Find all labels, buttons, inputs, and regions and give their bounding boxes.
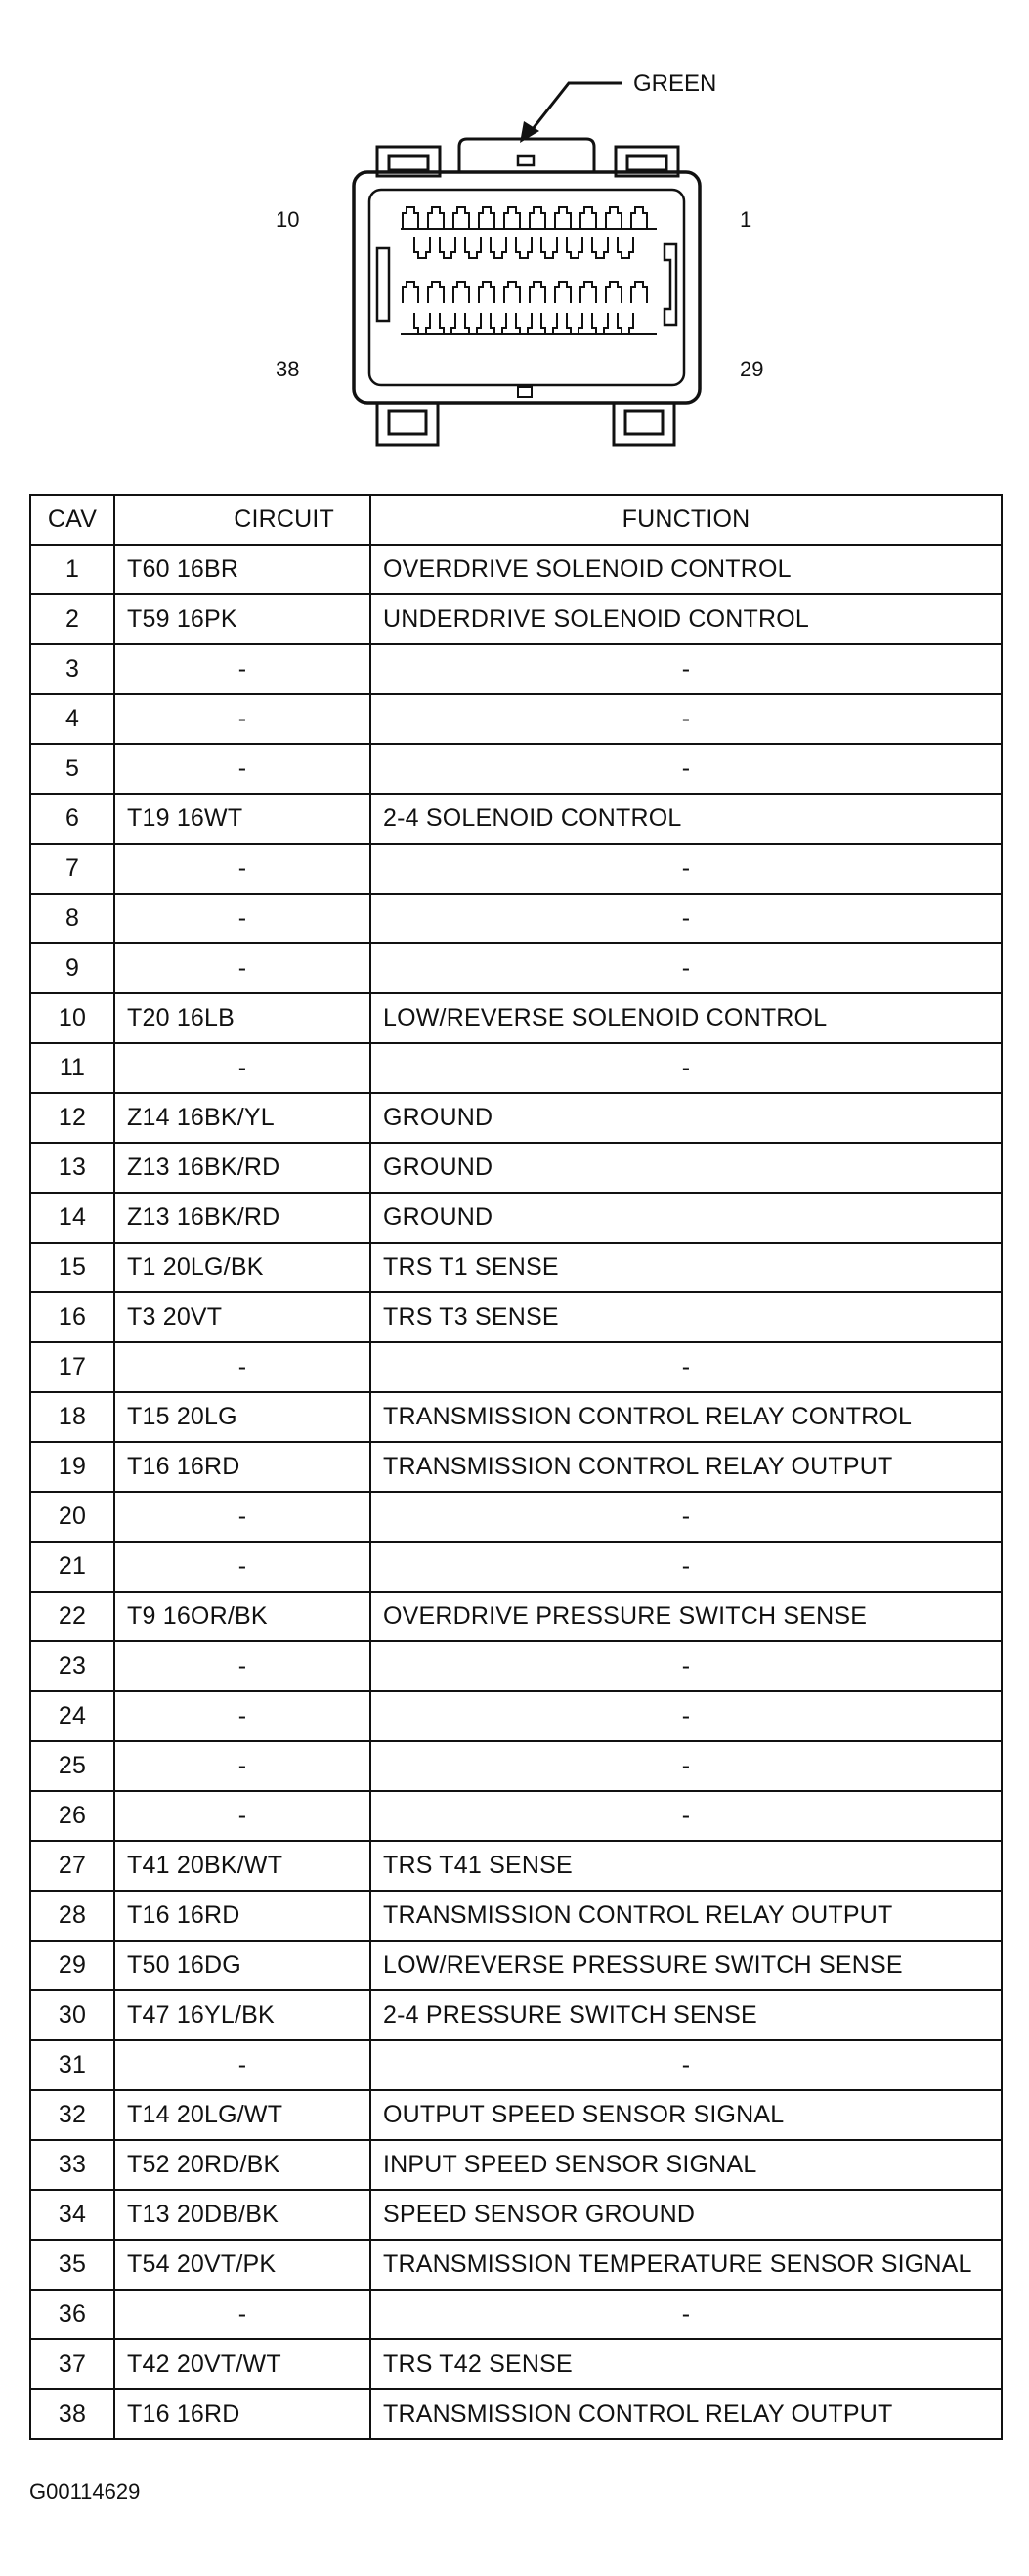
cavity: [516, 313, 532, 334]
table-row: [30, 1691, 1002, 1741]
circuit-cell: Z13 16BK/RD: [114, 1193, 370, 1243]
table-row: [30, 2190, 1002, 2240]
side-key-right: [665, 244, 676, 325]
function-cell: -: [370, 1492, 1002, 1542]
cavity: [491, 313, 506, 334]
cavity: [530, 207, 545, 229]
cav-cell: 22: [30, 1592, 114, 1641]
cavity: [428, 207, 444, 229]
circuit-cell: -: [114, 644, 370, 694]
cav-cell: 27: [30, 1841, 114, 1891]
circuit-cell: T60 16BR: [114, 545, 370, 594]
table-row: [30, 1392, 1002, 1442]
function-cell: TRS T41 SENSE: [370, 1841, 1002, 1891]
function-cell: -: [370, 1641, 1002, 1691]
circuit-cell: T20 16LB: [114, 993, 370, 1043]
table-row: [30, 1243, 1002, 1292]
cav-cell: 20: [30, 1492, 114, 1542]
table-row: [30, 1043, 1002, 1093]
cavity: [541, 313, 557, 334]
table-row: [30, 2240, 1002, 2290]
cav-cell: 13: [30, 1143, 114, 1193]
circuit-cell: -: [114, 1641, 370, 1691]
table-row: [30, 1143, 1002, 1193]
cavity: [403, 207, 418, 229]
function-cell: -: [370, 1542, 1002, 1592]
function-cell: -: [370, 744, 1002, 794]
table-row: [30, 1342, 1002, 1392]
cavity: [479, 282, 494, 303]
function-cell: LOW/REVERSE SOLENOID CONTROL: [370, 993, 1002, 1043]
cav-cell: 21: [30, 1542, 114, 1592]
function-cell: -: [370, 644, 1002, 694]
cavity: [567, 237, 582, 258]
cavity: [606, 282, 622, 303]
function-cell: GROUND: [370, 1193, 1002, 1243]
cav-cell: 25: [30, 1741, 114, 1791]
cavity: [631, 282, 647, 303]
cav-cell: 3: [30, 644, 114, 694]
cav-cell: 9: [30, 943, 114, 993]
cav-cell: 12: [30, 1093, 114, 1143]
function-cell: -: [370, 1791, 1002, 1841]
cavity: [465, 237, 481, 258]
cavity: [555, 207, 571, 229]
function-cell: INPUT SPEED SENSOR SIGNAL: [370, 2140, 1002, 2190]
function-cell: -: [370, 1691, 1002, 1741]
cav-cell: 2: [30, 594, 114, 644]
circuit-cell: -: [114, 1791, 370, 1841]
circuit-cell: T16 16RD: [114, 1891, 370, 1941]
table-row: [30, 694, 1002, 744]
header-cav: CAV: [30, 495, 114, 545]
circuit-cell: -: [114, 844, 370, 894]
function-cell: GROUND: [370, 1093, 1002, 1143]
cav-cell: 7: [30, 844, 114, 894]
function-cell: OVERDRIVE SOLENOID CONTROL: [370, 545, 1002, 594]
cavity: [479, 207, 494, 229]
cavity: [530, 282, 545, 303]
cav-cell: 32: [30, 2090, 114, 2140]
cavity: [453, 282, 469, 303]
cav-cell: 34: [30, 2190, 114, 2240]
circuit-cell: -: [114, 894, 370, 943]
latch-lower-left: [377, 403, 438, 445]
cav-cell: 18: [30, 1392, 114, 1442]
circuit-cell: T14 20LG/WT: [114, 2090, 370, 2140]
cav-cell: 5: [30, 744, 114, 794]
circuit-cell: -: [114, 744, 370, 794]
circuit-cell: T9 16OR/BK: [114, 1592, 370, 1641]
cavity: [541, 237, 557, 258]
cavity: [453, 207, 469, 229]
table-row: [30, 993, 1002, 1043]
function-cell: TRANSMISSION CONTROL RELAY OUTPUT: [370, 2389, 1002, 2439]
table-row: [30, 1193, 1002, 1243]
cavity: [504, 207, 520, 229]
pin-label-29: 29: [740, 357, 764, 381]
cav-cell: 33: [30, 2140, 114, 2190]
table-row: [30, 2339, 1002, 2389]
cav-cell: 1: [30, 545, 114, 594]
circuit-cell: Z14 16BK/YL: [114, 1093, 370, 1143]
table-row: [30, 1542, 1002, 1592]
table-row: [30, 1841, 1002, 1891]
cavity: [491, 237, 506, 258]
cavity: [618, 237, 633, 258]
table-row: [30, 2140, 1002, 2190]
function-cell: -: [370, 1741, 1002, 1791]
table-row: [30, 943, 1002, 993]
circuit-cell: Z13 16BK/RD: [114, 1143, 370, 1193]
callout-leader: [533, 83, 622, 129]
circuit-cell: T50 16DG: [114, 1941, 370, 1990]
table-row: [30, 894, 1002, 943]
function-cell: UNDERDRIVE SOLENOID CONTROL: [370, 594, 1002, 644]
cav-cell: 31: [30, 2040, 114, 2090]
header-circuit: CIRCUIT: [114, 495, 370, 545]
function-cell: -: [370, 2290, 1002, 2339]
circuit-cell: T52 20RD/BK: [114, 2140, 370, 2190]
circuit-cell: -: [114, 1043, 370, 1093]
cavity: [504, 282, 520, 303]
cavity: [631, 207, 647, 229]
pin-label-1: 1: [740, 207, 752, 232]
cav-cell: 14: [30, 1193, 114, 1243]
cavity: [403, 282, 418, 303]
table-row: [30, 545, 1002, 594]
circuit-cell: -: [114, 1741, 370, 1791]
cavity: [567, 313, 582, 334]
cavity: [592, 313, 608, 334]
table-row: [30, 1941, 1002, 1990]
cavity: [555, 282, 571, 303]
terminal-cavities: [401, 207, 657, 334]
connector-color-label: GREEN: [633, 70, 717, 97]
circuit-cell: T42 20VT/WT: [114, 2339, 370, 2389]
cav-cell: 4: [30, 694, 114, 744]
table-row: [30, 2090, 1002, 2140]
cav-cell: 35: [30, 2240, 114, 2290]
cavity: [580, 207, 596, 229]
pin-label-10: 10: [276, 207, 300, 232]
function-cell: LOW/REVERSE PRESSURE SWITCH SENSE: [370, 1941, 1002, 1990]
function-cell: -: [370, 943, 1002, 993]
cav-cell: 24: [30, 1691, 114, 1741]
cavity: [465, 313, 481, 334]
cavity: [618, 313, 633, 334]
function-cell: -: [370, 694, 1002, 744]
table-row: [30, 1592, 1002, 1641]
circuit-cell: T41 20BK/WT: [114, 1841, 370, 1891]
table-row: [30, 1292, 1002, 1342]
cav-cell: 10: [30, 993, 114, 1043]
circuit-cell: T15 20LG: [114, 1392, 370, 1442]
pin-label-38: 38: [276, 357, 300, 381]
function-cell: OUTPUT SPEED SENSOR SIGNAL: [370, 2090, 1002, 2140]
figure-id: G00114629: [29, 2479, 141, 2504]
table-header-row: [30, 495, 1002, 545]
cav-cell: 11: [30, 1043, 114, 1093]
cav-cell: 15: [30, 1243, 114, 1292]
cavity: [414, 313, 430, 334]
table-row: [30, 594, 1002, 644]
function-cell: TRS T3 SENSE: [370, 1292, 1002, 1342]
cav-cell: 38: [30, 2389, 114, 2439]
circuit-cell: T19 16WT: [114, 794, 370, 844]
function-cell: TRANSMISSION TEMPERATURE SENSOR SIGNAL: [370, 2240, 1002, 2290]
function-cell: 2-4 SOLENOID CONTROL: [370, 794, 1002, 844]
cav-cell: 19: [30, 1442, 114, 1492]
function-cell: -: [370, 1043, 1002, 1093]
side-key-left: [377, 248, 389, 321]
table-row: [30, 2040, 1002, 2090]
circuit-cell: T54 20VT/PK: [114, 2240, 370, 2290]
function-cell: -: [370, 2040, 1002, 2090]
cav-cell: 6: [30, 794, 114, 844]
cavity: [440, 237, 455, 258]
cavity: [592, 237, 608, 258]
circuit-cell: -: [114, 1691, 370, 1741]
circuit-cell: T16 16RD: [114, 1442, 370, 1492]
header-function: FUNCTION: [370, 495, 1002, 545]
circuit-cell: T13 20DB/BK: [114, 2190, 370, 2240]
cav-cell: 23: [30, 1641, 114, 1691]
cav-cell: 16: [30, 1292, 114, 1342]
function-cell: TRANSMISSION CONTROL RELAY OUTPUT: [370, 1891, 1002, 1941]
latch-lower-right: [614, 403, 674, 445]
table-row: [30, 2290, 1002, 2339]
cavity: [606, 207, 622, 229]
circuit-cell: T47 16YL/BK: [114, 1990, 370, 2040]
function-cell: -: [370, 844, 1002, 894]
cav-cell: 36: [30, 2290, 114, 2339]
cavity: [440, 313, 455, 334]
cav-cell: 28: [30, 1891, 114, 1941]
table-row: [30, 1791, 1002, 1841]
cavity: [580, 282, 596, 303]
table-row: [30, 1891, 1002, 1941]
table-row: [30, 1641, 1002, 1691]
function-cell: GROUND: [370, 1143, 1002, 1193]
function-cell: SPEED SENSOR GROUND: [370, 2190, 1002, 2240]
cav-cell: 26: [30, 1791, 114, 1841]
function-cell: -: [370, 894, 1002, 943]
circuit-cell: -: [114, 1492, 370, 1542]
cav-cell: 29: [30, 1941, 114, 1990]
circuit-cell: T59 16PK: [114, 594, 370, 644]
table-row: [30, 1442, 1002, 1492]
circuit-cell: -: [114, 1542, 370, 1592]
table-row: [30, 794, 1002, 844]
function-cell: OVERDRIVE PRESSURE SWITCH SENSE: [370, 1592, 1002, 1641]
pinout-table: [29, 494, 1003, 2440]
circuit-cell: -: [114, 2040, 370, 2090]
table-row: [30, 644, 1002, 694]
circuit-cell: T3 20VT: [114, 1292, 370, 1342]
circuit-cell: -: [114, 694, 370, 744]
function-cell: -: [370, 1342, 1002, 1392]
table-row: [30, 844, 1002, 894]
table-row: [30, 1741, 1002, 1791]
connector-diagram: [0, 0, 1029, 469]
circuit-cell: -: [114, 1342, 370, 1392]
cavity: [414, 237, 430, 258]
table-row: [30, 2389, 1002, 2439]
circuit-cell: T1 20LG/BK: [114, 1243, 370, 1292]
circuit-cell: T16 16RD: [114, 2389, 370, 2439]
table-row: [30, 1093, 1002, 1143]
function-cell: TRS T1 SENSE: [370, 1243, 1002, 1292]
circuit-cell: -: [114, 943, 370, 993]
cav-cell: 8: [30, 894, 114, 943]
table-row: [30, 1492, 1002, 1542]
table-row: [30, 744, 1002, 794]
cavity: [428, 282, 444, 303]
function-cell: TRS T42 SENSE: [370, 2339, 1002, 2389]
cav-cell: 37: [30, 2339, 114, 2389]
table-row: [30, 1990, 1002, 2040]
function-cell: 2-4 PRESSURE SWITCH SENSE: [370, 1990, 1002, 2040]
function-cell: TRANSMISSION CONTROL RELAY CONTROL: [370, 1392, 1002, 1442]
cavity: [516, 237, 532, 258]
circuit-cell: -: [114, 2290, 370, 2339]
cav-cell: 17: [30, 1342, 114, 1392]
function-cell: TRANSMISSION CONTROL RELAY OUTPUT: [370, 1442, 1002, 1492]
cav-cell: 30: [30, 1990, 114, 2040]
